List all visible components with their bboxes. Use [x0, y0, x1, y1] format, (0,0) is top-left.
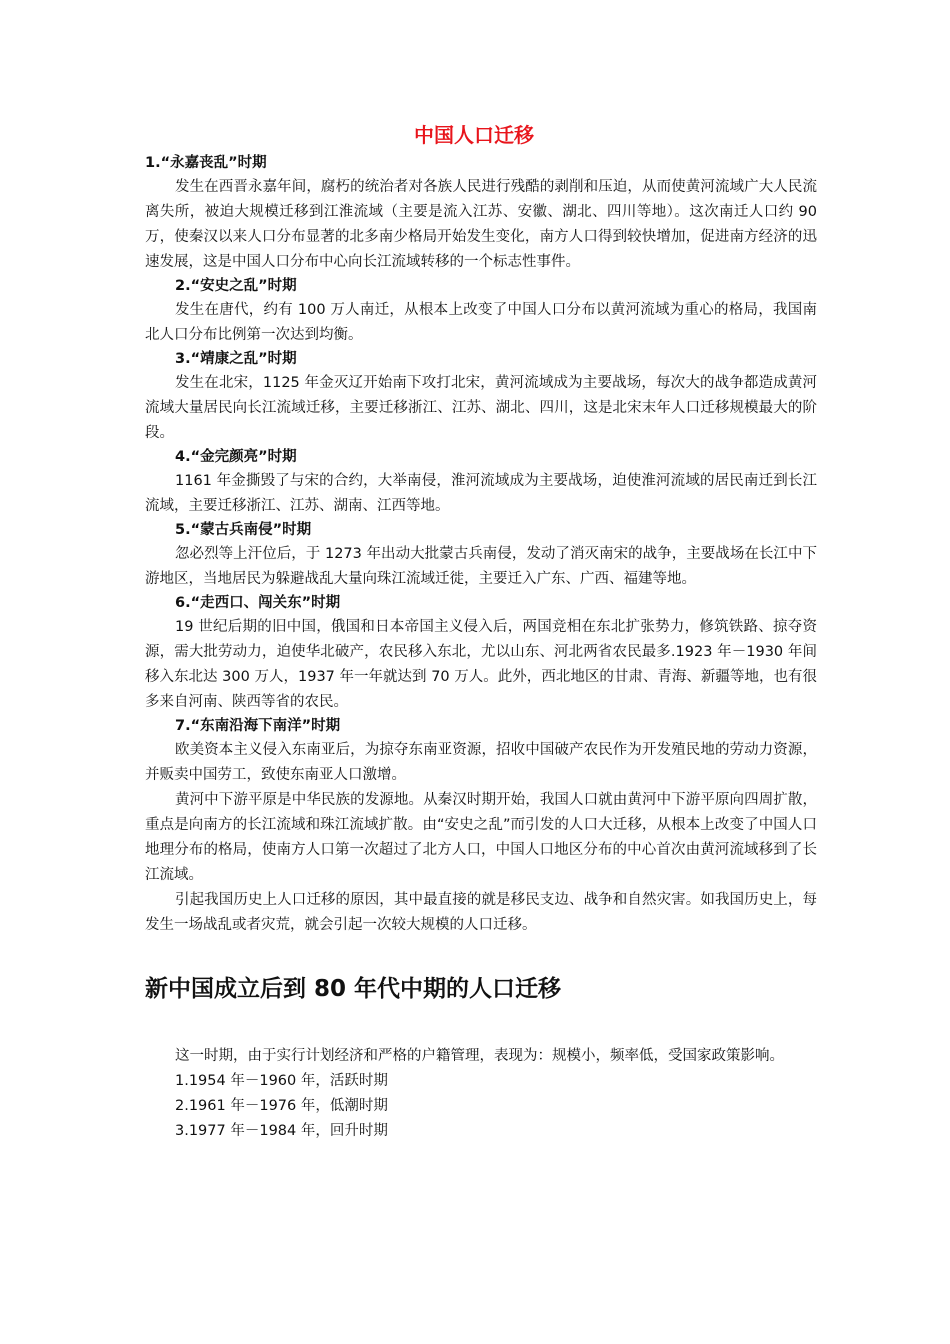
period-item: 3.1977 年－1984 年，回升时期: [175, 1123, 388, 1139]
section-heading-modern: 新中国成立后到 80 年代中期的人口迁移: [145, 976, 562, 1002]
section-paragraph: 黄河中下游平原是中华民族的发源地。从秦汉时期开始，我国人口就由黄河中下游平原向四周扩散，重点是向南方的长江流域和珠江流域扩散。由“安史之乱”而引发的人口大迁移，从根本上改变了中国人口地理分布的格局，使南方人口第一次超过了北方人口，中国人口地区分布的中心首次由黄河流域移到了长江流域。: [145, 792, 817, 883]
section-heading: 1.“永嘉丧乱”时期: [145, 155, 267, 171]
section-paragraph: 忽必烈等上汗位后，于 1273 年出动大批蒙古兵南侵，发动了消灭南宋的战争，主要战场在长江中下游地区，当地居民为躲避战乱大量向珠江流域迁徙，主要迁入广东、广西、福建等地。: [145, 546, 817, 587]
period-list: [145, 1069, 817, 1144]
section-intro: 这一时期，由于实行计划经济和严格的户籍管理，表现为：规模小，频率低，受国家政策影响。: [175, 1048, 784, 1064]
section-paragraph: 欧美资本主义侵入东南亚后，为掠夺东南亚资源，招收中国破产农民作为开发殖民地的劳动力资源，并贩卖中国劳工，致使东南亚人口激增。: [145, 742, 817, 783]
period-item: 1.1954 年－1960 年，活跃时期: [175, 1073, 388, 1089]
section-paragraph: 1161 年金撕毁了与宋的合约，大举南侵，淮河流域成为主要战场，迫使淮河流域的居民南迁到长江流域，主要迁移浙江、江苏、湖南、江西等地。: [145, 473, 817, 514]
document-page: [145, 120, 817, 1144]
section-paragraph: 发生在唐代，约有 100 万人南迁，从根本上改变了中国人口分布以黄河流域为重心的格局，我国南北人口分布比例第一次达到均衡。: [145, 302, 817, 343]
section-heading: 6.“走西口、闯关东”时期: [175, 595, 341, 611]
section-paragraph: 引起我国历史上人口迁移的原因，其中最直接的就是移民支边、战争和自然灾害。如我国历史上，每发生一场战乱或者灾荒，就会引起一次较大规模的人口迁移。: [145, 892, 817, 933]
period-item: 2.1961 年－1976 年，低潮时期: [175, 1098, 388, 1114]
section-heading: 4.“金完颜亮”时期: [175, 449, 297, 465]
section-paragraph: 发生在北宋，1125 年金灭辽开始南下攻打北宋，黄河流域成为主要战场，每次大的战争都造成黄河流域大量居民向长江流域迁移，主要迁移浙江、江苏、湖北、四川，这是北宋末年人口迁移规模最大的阶段。: [145, 375, 817, 441]
section-heading: 5.“蒙古兵南侵”时期: [175, 522, 312, 538]
section-paragraph: 发生在西晋永嘉年间，腐朽的统治者对各族人民进行残酷的剥削和压迫，从而使黄河流域广大人民流离失所，被迫大规模迁移到江淮流域（主要是流入江苏、安徽、湖北、四川等地）。这次南迁人口约 90 万，使秦汉以来人口分布显著的北多南少格局开始发生变化，南方人口得到较快增加，促进南方经济的迅速发展，这是中国人口分布中心向长江流域转移的一个标志性事件。: [145, 179, 817, 270]
section-heading: 3.“靖康之乱”时期: [175, 351, 297, 367]
section-heading: 7.“东南沿海下南洋”时期: [175, 718, 341, 734]
section-heading: 2.“安史之乱”时期: [175, 278, 297, 294]
document-title: 中国人口迁移: [414, 123, 534, 147]
section-paragraph: 19 世纪后期的旧中国，俄国和日本帝国主义侵入后，两国竞相在东北扩张势力，修筑铁路、掠夺资源，需大批劳动力，迫使华北破产，农民移入东北，尤以山东、河北两省农民最多.1923 年－1930 年间移入东北达 300 万人，1937 年一年就达到 70 万人。此外，西北地区的甘肃、青海、新疆等地，也有很多来自河南、陕西等省的农民。: [145, 619, 817, 710]
history-sections: [145, 152, 817, 938]
